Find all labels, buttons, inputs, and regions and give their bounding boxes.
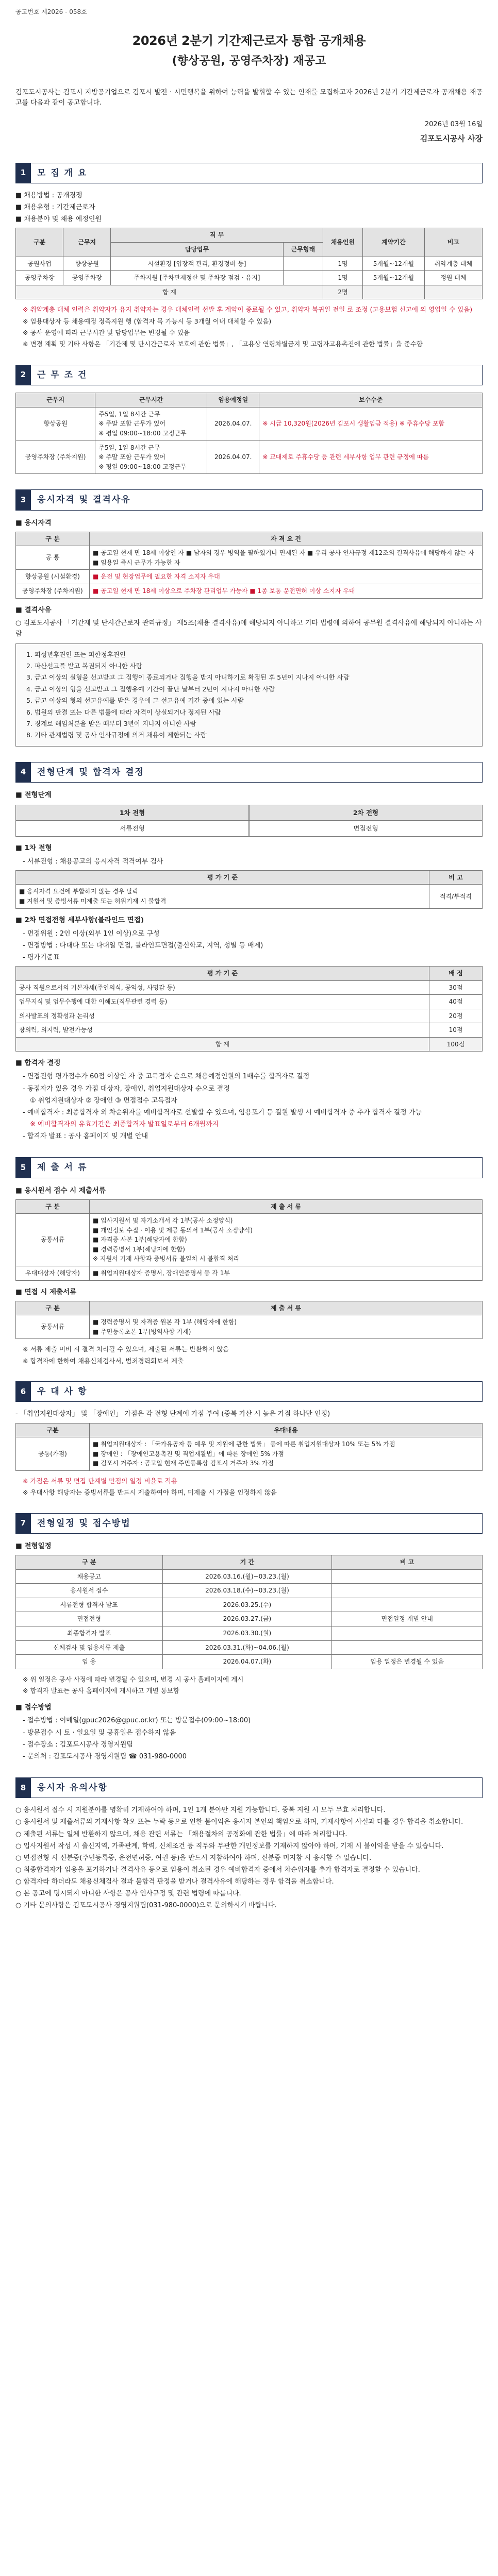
list-item: - 예비합격자 : 최종합격자 외 차순위자를 예비합격자로 선발할 수 있으며, 임용포기 등 결원 발생 시 예비합격자 중 추가 합격자 결정 가능	[23, 1108, 422, 1116]
cell: 향상공원	[63, 257, 111, 271]
cell: 공사 직원으로서의 기본자세(주인의식, 공익성, 사명감 등)	[16, 980, 429, 995]
total-row	[16, 285, 483, 299]
table-row	[16, 1569, 483, 1584]
sub-heading: ■ 접수방법	[15, 1703, 52, 1711]
section-2-header	[15, 365, 483, 385]
stage-table	[15, 805, 483, 837]
th: 비 고	[332, 1555, 483, 1570]
th-period: 계약기간	[362, 228, 424, 257]
cell: 40점	[429, 995, 483, 1009]
cell	[283, 257, 323, 271]
section-number: 8	[15, 1777, 31, 1798]
cell: ■ 공고일 현재 만 18세 이상으로 주차장 관리업무 가능자 ■ 1종 보통 운전면허 이상 소지자 우대	[90, 584, 483, 598]
section-title: 응시자격 및 결격사유	[31, 489, 483, 510]
section-number: 4	[15, 762, 31, 783]
th-worktype: 근무형태	[283, 242, 323, 257]
th: 자 격 요 건	[90, 532, 483, 546]
table-row	[16, 1437, 483, 1471]
list-item: - 합격자 발표 : 공사 홈페이지 및 개별 안내	[23, 1132, 148, 1141]
list-item: ① 취업지원대상자 ② 장애인 ③ 면접점수 고득점자	[30, 1096, 177, 1105]
th: 임용예정일	[207, 393, 259, 408]
table-row	[16, 440, 483, 474]
method-item: - 접수방법 : 이메일(gpuc2026@gpuc.or.kr) 또는 방문접수(09:00~18:00)	[23, 1717, 251, 1725]
stage-header: 2차 전형	[249, 805, 483, 821]
table-row	[16, 257, 483, 271]
disqualification-list	[15, 643, 483, 747]
cell	[283, 271, 323, 285]
interview-score-table	[15, 966, 483, 1052]
cell: 공 통	[16, 546, 90, 570]
preference-intro: - 「취업지원대상자」 및 「장애인」 가점은 각 전형 단계에 가점 부여 (중복 가산 시 높은 가점 하나만 인정)	[15, 1410, 330, 1418]
th: 근무시간	[95, 393, 207, 408]
caution-item: ○ 응시원서 접수 시 지원분야를 명확히 기재하여야 하며, 1인 1개 분야만 지원 가능합니다. 중복 지원 시 모두 무효 처리합니다.	[15, 1806, 386, 1815]
th: 제 출 서 류	[90, 1301, 483, 1315]
list-item: - 면접방법 : 다대다 또는 다대일 면접, 블라인드면접(출신학교, 지역, 성별 등 배제)	[23, 941, 263, 950]
sub-heading: ■ 응시자격	[15, 518, 52, 527]
section-title: 전형일정 및 접수방법	[31, 1513, 483, 1534]
cell: 2026.03.25.(수)	[162, 1598, 332, 1612]
cell: 30점	[429, 980, 483, 995]
total-value: 100점	[429, 1037, 483, 1052]
list-item: - 면접전형 평가점수가 60점 이상인 자 중 고득점자 순으로 채용예정인원의 1배수를 합격자로 결정	[23, 1073, 310, 1081]
work-conditions-table	[15, 393, 483, 474]
list-item: - 면접위원 : 2인 이상(외부 1인 이상)으로 구성	[23, 929, 160, 938]
section-5-header	[15, 1157, 483, 1178]
stage1-desc: - 서류전형 : 채용공고의 응시자격 적격여부 검사	[23, 857, 163, 866]
sub-heading: ■ 합격자 결정	[15, 1059, 61, 1067]
cell: 2026.04.07.(화)	[162, 1655, 332, 1669]
total-row	[16, 1037, 483, 1052]
cell: 2026.04.07.	[207, 407, 259, 440]
th: 근무지	[16, 393, 95, 408]
caution-item: ○ 합격자라 하더라도 채용신체검사 결과 불합격 판정을 받거나 결격사유에 해당하는 경우 합격을 취소합니다.	[15, 1878, 334, 1886]
cell: 주차지원 [주차관제정산 및 주차장 점검 · 유지]	[111, 271, 284, 285]
page-subtitle: (향상공원, 공영주차장) 재공고	[172, 54, 326, 67]
th: 평 가 기 준	[16, 870, 429, 885]
th: 구 분	[16, 532, 90, 546]
th: 제 출 서 류	[90, 1199, 483, 1214]
cell: ■ 취업지원대상자 증명서, 장애인증명서 등 각 1부	[90, 1266, 483, 1281]
preference-table	[15, 1423, 483, 1471]
table-row	[16, 1598, 483, 1612]
cell: 1명	[323, 271, 362, 285]
cell: ■ 입사지원서 및 자기소개서 각 1부(공사 소정양식) ■ 개인정보 수집 · 이용 및 제공 동의서 1부(공사 소정양식) ■ 자격증 사본 1부(해당자에 한함) ■ 경력증명서 1부(해당자에 한함) ※ 지원서 기재 사항과 증빙서류 불일치 시 불합격 처리	[90, 1214, 483, 1266]
stage-value: 면접전형	[249, 820, 483, 836]
section-4-header	[15, 762, 483, 783]
cell: 서류전형 합격자 발표	[16, 1598, 163, 1612]
cell: 면접전형	[16, 1612, 163, 1626]
list-item: 4. 금고 이상의 형을 선고받고 그 집행유예 기간이 끝난 날부터 2년이 지나지 아니한 사람	[26, 685, 275, 693]
total-label: 합 계	[16, 285, 323, 299]
section-6-header	[15, 1381, 483, 1402]
cell: 임 용	[16, 1655, 163, 1669]
th: 우대내용	[90, 1423, 483, 1437]
caution-item: ○ 제출된 서류는 일체 반환하지 않으며, 채용 관련 서류는 「채용절차의 공정화에 관한 법률」에 따라 처리합니다.	[15, 1830, 347, 1838]
cell: 2026.04.07.	[207, 440, 259, 474]
sub-heading: ■ 1차 전형	[15, 843, 52, 852]
list-item: 7. 징계로 해임처분을 받은 때부터 3년이 지나지 아니한 사람	[26, 719, 196, 727]
table-row	[16, 271, 483, 285]
section-3-header	[15, 489, 483, 510]
stage-value: 서류전형	[15, 820, 249, 836]
cell: 향상공원 (시설환경)	[16, 570, 90, 584]
table-row	[16, 1584, 483, 1598]
sub-heading: ■ 전형일정	[15, 1542, 52, 1551]
th-task: 담당업무	[111, 242, 284, 257]
th-remark: 비고	[424, 228, 482, 257]
cell: 우대대상자 (해당자)	[16, 1266, 90, 1281]
caution-item: ○ 면접전형 시 신분증(주민등록증, 운전면허증, 여권 등)을 반드시 지참하여야 하며, 신분증 미지참 시 응시할 수 없습니다.	[15, 1854, 372, 1862]
cell: ※ 시급 10,320원(2026년 김포시 생활임금 적용) ※ 주휴수당 포함	[259, 407, 483, 440]
stage-value-row	[15, 820, 483, 836]
note: ※ 서류 제출 미비 시 결격 처리될 수 있으며, 제출된 서류는 반환하지 않음	[23, 1345, 229, 1353]
table-row	[16, 995, 483, 1009]
caution-item: ○ 본 공고에 명시되지 아니한 사항은 공사 인사규정 및 관련 법령에 따릅니다.	[15, 1890, 241, 1898]
section-title: 우 대 사 항	[31, 1381, 483, 1402]
cell: 취약계층 대체	[424, 257, 482, 271]
caution-item: ○ 입사지원서 작성 시 출신지역, 가족관계, 학력, 신체조건 등 직무와 무관한 개인정보를 기재하지 않아야 하며, 기재 시 불이익을 받을 수 있습니다.	[15, 1842, 444, 1850]
section-number: 7	[15, 1513, 31, 1534]
note: ※ 가점은 서류 및 면접 단계별 만점의 일정 비율로 적용	[23, 1477, 177, 1485]
notice-date: 2026년 03월 16일	[424, 121, 483, 129]
th: 비 고	[429, 870, 483, 885]
th: 배 점	[429, 966, 483, 980]
cell: 공통(가점)	[16, 1437, 90, 1471]
cell: 최종합격자 발표	[16, 1626, 163, 1640]
cell: 창의력, 의지력, 발전가능성	[16, 1023, 429, 1038]
list-item: 5. 금고 이상의 형의 선고유예를 받은 경우에 그 선고유예 기간 중에 있는 사람	[26, 697, 244, 705]
sub-heading: ■ 면접 시 제출서류	[15, 1287, 77, 1296]
cell: 시설환경 [입장객 관리, 환경정비 등]	[111, 257, 284, 271]
note: ※ 합격자 발표는 공사 홈페이지에 게시하고 개별 통보함	[23, 1687, 179, 1695]
cell: 주5일, 1일 8시간 근무 ※ 주말 포함 근무가 있어 ※ 평일 09:00~18:00 고정근무	[95, 407, 207, 440]
page-title: 2026년 2분기 기간제근로자 통합 공개채용	[132, 33, 366, 48]
th-category: 구분	[16, 228, 63, 257]
interview-docs-table	[15, 1301, 483, 1340]
total-label: 합 계	[16, 1037, 429, 1052]
stage-header-row	[15, 805, 483, 821]
bullet-positions: ■ 채용분야 및 채용 예정인원	[15, 215, 102, 224]
sub-heading: ■ 2차 면접전형 세부사항(블라인드 면접)	[15, 916, 144, 924]
sub-heading: ■ 결격사유	[15, 605, 52, 614]
list-item: 1. 피성년후견인 또는 피한정후견인	[26, 650, 126, 658]
section-title: 모 집 개 요	[31, 163, 483, 183]
table-row	[16, 1612, 483, 1626]
cell	[332, 1598, 483, 1612]
cell: 2026.03.31.(화)~04.06.(월)	[162, 1640, 332, 1655]
sub-heading: ■ 전형단계	[15, 791, 52, 800]
table-row	[16, 1655, 483, 1669]
section-title: 응시자 유의사항	[31, 1777, 483, 1798]
list-item: ※ 예비합격자의 유효기간은 최종합격자 발표일로부터 6개월까지	[30, 1120, 219, 1128]
list-item: - 동점자가 있을 경우 가점 대상자, 장애인, 취업지원대상자 순으로 결정	[23, 1084, 230, 1093]
stage1-table	[15, 870, 483, 909]
section-title: 근 무 조 건	[31, 365, 483, 385]
note: ※ 변경 계획 및 기타 사항은 「기간제 및 단시간근로자 보호에 관한 법률」, 「고용상 연령차별금지 및 고령자고용촉진에 관한 법률」을 준수함	[23, 340, 423, 348]
recruitment-table	[15, 228, 483, 299]
caution-item: ○ 응시원서 및 제출서류의 기재사항 착오 또는 누락 등으로 인한 불이익은 응시자 본인의 책임으로 하며, 기재사항이 사실과 다를 경우 합격을 취소합니다.	[15, 1818, 463, 1826]
stage-header: 1차 전형	[15, 805, 249, 821]
issuer: 김포도시공사 사장	[420, 134, 483, 144]
section-7-header	[15, 1513, 483, 1534]
note: ※ 우대사항 해당자는 증빙서류를 반드시 제출하여야 하며, 미제출 시 가점을 인정하지 않음	[23, 1488, 277, 1497]
cell: 2026.03.30.(월)	[162, 1626, 332, 1640]
cell: 향상공원	[16, 407, 95, 440]
bullet-type: ■ 채용유형 : 기간제근로자	[15, 204, 95, 212]
cell: 공통서류	[16, 1315, 90, 1339]
cell: 5개월~12개월	[362, 271, 424, 285]
disqualification-intro: ○ 김포도시공사 「기간제 및 단시간근로자 관리규정」 제5조(채용 결격사유)에 해당되지 아니하고 기타 법령에 의하여 공무원 결격사유에 해당되지 아니하는 사람	[15, 619, 482, 638]
th: 구 분	[16, 1301, 90, 1315]
cell: 20점	[429, 1009, 483, 1023]
table-row	[16, 980, 483, 995]
table-row	[16, 1626, 483, 1640]
cell: 업무지식 및 업무수행에 대한 이해도(직무관련 경력 등)	[16, 995, 429, 1009]
section-1-header	[15, 163, 483, 183]
schedule-table	[15, 1555, 483, 1669]
method-item: - 접수장소 : 김포도시공사 경영지원팀	[23, 1740, 133, 1749]
section-number: 1	[15, 163, 31, 183]
list-item: - 평가기준표	[23, 953, 60, 961]
note: ※ 합격자에 한하여 채용신체검사서, 범죄경력회보서 제출	[23, 1357, 184, 1365]
cell: 1명	[323, 257, 362, 271]
cell: ■ 응시자격 요건에 부합하지 않는 경우 탈락 ■ 지원서 및 증빙서류 미제출 또는 허위기재 시 불합격	[16, 885, 429, 908]
cell: 공통서류	[16, 1214, 90, 1266]
note: ※ 위 일정은 공사 사정에 따라 변경될 수 있으며, 변경 시 공사 홈페이지에 게시	[23, 1675, 244, 1683]
cell: 5개월~12개월	[362, 257, 424, 271]
caution-item: ○ 기타 문의사항은 김포도시공사 경영지원팀(031-980-0000)으로 문의하시기 바랍니다.	[15, 1902, 277, 1910]
list-item: 2. 파산선고를 받고 복권되지 아니한 사람	[26, 662, 142, 670]
cell: 2026.03.16.(월)~03.23.(월)	[162, 1569, 332, 1584]
application-docs-table	[15, 1199, 483, 1281]
note: ※ 임용대상자 등 채용예정 정족지원 행 (합격자 목 가능시 등 3개월 이내 대체할 수 있음)	[23, 317, 272, 325]
section-title: 전형단계 및 합격자 결정	[31, 762, 483, 783]
notice-number: 공고번호 제2026 - 058호	[15, 8, 87, 15]
table-row	[16, 1009, 483, 1023]
cell: 정원 대체	[424, 271, 482, 285]
th: 보수수준	[259, 393, 483, 408]
section-number: 6	[15, 1381, 31, 1402]
th: 구 분	[16, 1555, 163, 1570]
section-number: 3	[15, 489, 31, 510]
cell: 신체검사 및 임용서류 제출	[16, 1640, 163, 1655]
cell	[332, 1584, 483, 1598]
cell: 채용공고	[16, 1569, 163, 1584]
method-item: - 방문접수 시 토 · 일요일 및 공휴일은 접수하지 않음	[23, 1728, 176, 1737]
table-row	[16, 584, 483, 598]
cell: 공영주차장 (주차지원)	[16, 440, 95, 474]
table-row	[16, 1640, 483, 1655]
th: 구분	[16, 1423, 90, 1437]
cell: 공영주차장 (주차지원)	[16, 584, 90, 598]
cell	[332, 1569, 483, 1584]
table-row	[16, 407, 483, 440]
cell: ※ 교대제로 주휴수당 등 관련 세부사항 업무 관련 규정에 따름	[259, 440, 483, 474]
section-8-header	[15, 1777, 483, 1798]
list-item: 8. 기타 관계법령 및 공사 인사규정에 의거 채용이 제한되는 사람	[26, 731, 207, 739]
cell: ■ 공고일 현재 만 18세 이상인 자 ■ 남자의 경우 병역을 필하였거나 면제된 자 ■ 우리 공사 인사규정 제12조의 결격사유에 해당하지 않는 자 ■ 임용일 즉시 근무가 가능한 자	[90, 546, 483, 570]
cell: 의사발표의 정확성과 논리성	[16, 1009, 429, 1023]
bullet-method: ■ 채용방법 : 공개경쟁	[15, 191, 82, 199]
cell	[332, 1626, 483, 1640]
table-row	[16, 1266, 483, 1281]
cell: ■ 운전 및 현장업무에 필요한 자격 소지자 우대	[90, 570, 483, 584]
th: 기 간	[162, 1555, 332, 1570]
table-row	[16, 570, 483, 584]
th-count: 채용인원	[323, 228, 362, 257]
cell: 응시원서 접수	[16, 1584, 163, 1598]
total-value: 2명	[323, 285, 362, 299]
cell: 2026.03.18.(수)~03.23.(월)	[162, 1584, 332, 1598]
cell: 적격/부적격	[429, 885, 483, 908]
cell: 10점	[429, 1023, 483, 1038]
caution-item: ○ 최종합격자가 임용을 포기하거나 결격사유 등으로 임용이 취소된 경우 예비합격자 중에서 차순위자를 추가 합격자로 결정할 수 있습니다.	[15, 1866, 420, 1874]
method-item: - 문의처 : 김포도시공사 경영지원팀 ☎ 031-980-0000	[23, 1752, 187, 1760]
section-number: 5	[15, 1157, 31, 1178]
cell	[332, 1640, 483, 1655]
list-item: 6. 법원의 판결 또는 다른 법률에 따라 자격이 상실되거나 정지된 사람	[26, 708, 221, 716]
th-duty: 직 무	[111, 228, 323, 243]
table-row	[16, 1023, 483, 1038]
cell: 공원사업	[16, 257, 63, 271]
table-row	[16, 1214, 483, 1266]
note: ※ 취약계층 대체 인력은 취약자가 유지 취약자는 경우 대체인력 선발 후 계약이 종료될 수 있고, 취약자 복귀일 전일 로 조정 (고용보험 신고에 의 영업일 수 있음)	[23, 306, 473, 314]
intro-paragraph: 김포도시공사는 김포시 지방공기업으로 김포시 발전 · 시민행복을 위하여 능력을 발휘할 수 있는 인재를 모집하고자 2026년 2분기 기간제근로자 공개채용 재공고를 다음과 같이 공고합니다.	[15, 88, 483, 107]
cell: 2026.03.27.(금)	[162, 1612, 332, 1626]
note: ※ 공사 운영에 따라 근무시간 및 담당업무는 변경될 수 있음	[23, 329, 190, 337]
cell: 공영주차장	[63, 271, 111, 285]
table-row	[16, 885, 483, 908]
cell: 면접일정 개별 안내	[332, 1612, 483, 1626]
section-number: 2	[15, 365, 31, 385]
list-item: 3. 금고 이상의 실형을 선고받고 그 집행이 종료되거나 집행을 받지 아니하기로 확정된 후 5년이 지나지 아니한 사람	[26, 673, 350, 682]
cell: ■ 경력증명서 및 자격증 원본 각 1부 (해당자에 한함) ■ 주민등록초본 1부(병역사항 기재)	[90, 1315, 483, 1339]
cell: ■ 취업지원대상자 : 「국가유공자 등 예우 및 지원에 관한 법률」 등에 따른 취업지원대상자 10% 또는 5% 가점 ■ 장애인 : 「장애인고용촉진 및 직업재활법」에 따른 장애인 5% 가점 ■ 김포시 거주자 : 공고일 현재 주민등록상 김포시 거주자 3% 가점	[90, 1437, 483, 1471]
table-row	[16, 546, 483, 570]
section-title: 제 출 서 류	[31, 1157, 483, 1178]
table-row	[16, 1315, 483, 1339]
sub-heading: ■ 응시원서 접수 시 제출서류	[15, 1186, 106, 1195]
qualification-table	[15, 532, 483, 599]
th-workplace: 근무지	[63, 228, 111, 257]
cell: 공영주차장	[16, 271, 63, 285]
th: 구 분	[16, 1199, 90, 1214]
title-block	[15, 31, 483, 70]
th: 평 가 기 준	[16, 966, 429, 980]
cell: 임용 일정은 변경될 수 있음	[332, 1655, 483, 1669]
cell: 주5일, 1일 8시간 근무 ※ 주말 포함 근무가 있어 ※ 평일 09:00~18:00 고정근무	[95, 440, 207, 474]
